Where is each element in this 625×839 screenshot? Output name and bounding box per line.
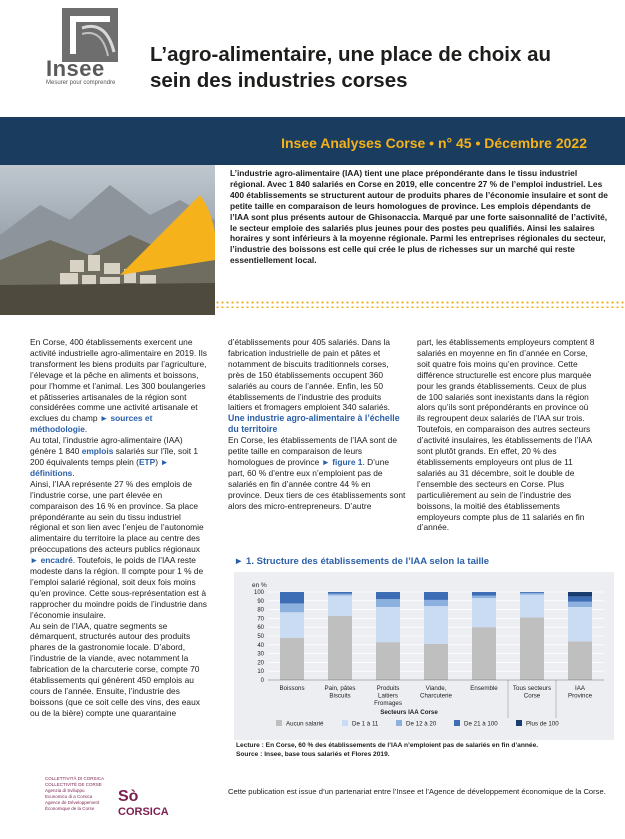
y-tick-label: 50 bbox=[257, 634, 264, 640]
emplois-link[interactable]: emplois bbox=[81, 446, 114, 457]
bar-segment bbox=[328, 594, 352, 596]
legend-title: Secteurs IAA Corse bbox=[380, 709, 438, 716]
bar-segment bbox=[472, 598, 496, 627]
insee-logo-tagline: Mesurer pour comprendre bbox=[46, 80, 116, 86]
bar-segment bbox=[568, 641, 592, 680]
text-column-1 bbox=[30, 337, 208, 719]
bar-segment bbox=[424, 600, 448, 606]
series-band bbox=[0, 117, 625, 165]
insee-logo-mark bbox=[62, 8, 118, 62]
y-tick-label: 80 bbox=[257, 607, 264, 614]
logo-swoosh-icon bbox=[62, 8, 118, 62]
bar-segment bbox=[472, 627, 496, 680]
section-heading: Une industrie agro-alimentaire à l’échelle du territoire bbox=[228, 413, 400, 435]
y-tick-label: 60 bbox=[257, 625, 264, 632]
x-tick-label: Tous secteurs Corse bbox=[512, 685, 552, 700]
y-tick-label: 0 bbox=[260, 678, 264, 684]
collectivite-corse-logo: COLLETTIVITÀ DI CORSICA COLLECTIVITÉ DE CORSE Agenzia di Sviluppu Ecunomicu di a Corsica Agence de Développement Économique de la Corse bbox=[45, 776, 105, 811]
bar-segment bbox=[424, 592, 448, 600]
legend-swatch bbox=[454, 720, 460, 726]
chart-title: ► 1. Structure des établissements de l’IAA selon la taille bbox=[234, 556, 490, 567]
bar-segment bbox=[328, 616, 352, 680]
paragraph: En Corse, 400 établissements exercent une activité industrielle agro-alimentaire en 2019. Ils transforment les biens produits par l’agriculture, l’élevage et la pêche en aliments et boissons, pour l’homme et l’animal. Les 300 boulangeries et pâtisseries artisanales de la région sont considérées comme une activité artisanale et exclues du champ ► sources et méthodologie. bbox=[30, 337, 207, 435]
bar-segment bbox=[520, 593, 544, 595]
dotted-separator bbox=[215, 300, 625, 308]
bar-segment bbox=[280, 603, 304, 612]
text-column-2 bbox=[228, 337, 406, 512]
encadre-link[interactable]: ► encadré bbox=[30, 555, 73, 566]
bar-segment bbox=[376, 592, 400, 599]
bar-segment bbox=[376, 642, 400, 680]
bar-segment bbox=[376, 607, 400, 642]
paragraph: d’établissements pour 405 salariés. Dans la fabrication industrielle de pain et pâtes et notamment de biscuits traditionnels corses, près de 150 établissements occupent 360 salariés au cours de l’année. Enfin, les 50 établissements de l’industrie des produits laitiers et fromagers emploient 340 salariés. bbox=[228, 337, 391, 413]
y-tick-label: 30 bbox=[257, 651, 264, 658]
definitions-link[interactable]: ► définitions bbox=[30, 456, 169, 478]
bar-segment bbox=[520, 618, 544, 680]
bar-segment bbox=[568, 596, 592, 601]
bar-segment bbox=[568, 602, 592, 607]
bar-segment bbox=[472, 592, 496, 596]
insee-logo-word: Insee bbox=[46, 56, 105, 81]
legend-label: De 1 à 11 bbox=[352, 720, 379, 728]
paragraph: part, les établissements employeurs comptent 8 salariés en moyenne en fin d’année en Corse, soit quatre fois moins qu’en province. Cette différence structurelle est encore plus marquée pour les grands établissements. Ceux de plus de 100 salariés sont inexistants dans la région alors qu’ils sont prépondérants en province où ils regroupent deux salariés de l’IAA sur trois. Toutefois, en comparaison des autres secteurs d’activité insulaires, les établissements de l’IAA sont plutôt grands. En effet, 20 % des établissements employeurs ont plus de 11 salariés au 31 décembre, soit le double de l’ensemble des secteurs en Corse. Plus particulièrement au sein de l’industrie des boissons, la moitié des établissements employeurs compte plus de 11 salariés en fin d’année. bbox=[417, 337, 595, 533]
y-tick-label: 70 bbox=[257, 616, 264, 623]
figure1-link[interactable]: ► figure 1 bbox=[321, 457, 363, 468]
x-tick-label: Ensemble bbox=[470, 685, 498, 692]
bar-segment bbox=[376, 599, 400, 607]
village-photo bbox=[0, 165, 215, 315]
bar-segment bbox=[568, 592, 592, 596]
bar-segment bbox=[424, 606, 448, 644]
paragraph: Au total, l’industrie agro-alimentaire (IAA) génère 1 840 emplois salariés sur l’île, soit 1 200 équivalents temps plein (ETP) ► définitions. bbox=[30, 435, 199, 478]
etp-link[interactable]: ETP bbox=[138, 456, 156, 467]
x-tick-label: IAA Province bbox=[567, 685, 593, 700]
legend-label: De 21 à 100 bbox=[464, 720, 498, 728]
legend-swatch bbox=[276, 720, 282, 726]
chart-note bbox=[236, 742, 616, 759]
y-tick-label: 100 bbox=[253, 590, 264, 596]
paragraph: Au sein de l’IAA, quatre segments se démarquent, structurés autour des produits phares de la gastronomie locale. D’abord, l’industrie de la viande, avec notamment la fabrication de la charcuterie corse, compte 70 établissements qui génèrent 450 emplois au cours de l’année. Ensuite, l’industrie des boissons (que ce soit celle des vins, des eaux ou de la bière) compte une quarantaine bbox=[30, 620, 200, 718]
x-tick-label: Boissons bbox=[279, 685, 305, 692]
y-tick-label: 10 bbox=[257, 669, 264, 676]
abstract-text: L’industrie agro-alimentaire (IAA) tient une place prépondérante dans le tissu industriel régional. Avec 1 840 salariés en Corse en 2019, elle concentre 27 % de l’emploi industriel. Les 400 établissements se structurent autour de produits phares de l’économie insulaire et sont de petite taille en comparaison de leurs homologues de province. Les emplois dépendants de l’IAA sont plus présents autour de Ghisonaccia. Marqué par une forte saisonnalité de l’activité, le secteur emploie des salariés plus jeunes pour des postes peu qualifiés. Ainsi les salaires horaires y sont inférieurs à la moyenne régionale. Parmi les entreprises régionales du secteur, l’industrie des boissons est celle qui crée le plus de richesses sur un marché qui reste essentiellement local. bbox=[230, 168, 608, 266]
x-tick-label: Pain, pâtes Biscuits bbox=[324, 685, 356, 700]
legend-label: De 12 à 20 bbox=[406, 720, 437, 728]
y-axis-label: en % bbox=[252, 582, 267, 589]
bar-chart bbox=[234, 572, 614, 740]
bar-segment bbox=[424, 644, 448, 680]
x-tick-label: Produits Laitiers Fromages bbox=[374, 685, 402, 707]
bar-segment bbox=[520, 595, 544, 618]
text-column-3 bbox=[417, 337, 595, 533]
series-label: Insee Analyses Corse • n° 45 • Décembre 2022 bbox=[281, 135, 587, 151]
bar-segment bbox=[472, 596, 496, 599]
legend-swatch bbox=[342, 720, 348, 726]
legend-label: Aucun salarié bbox=[286, 720, 324, 728]
y-tick-label: 40 bbox=[257, 642, 264, 649]
bar-segment bbox=[280, 612, 304, 638]
bar-segment bbox=[568, 607, 592, 641]
x-tick-label: Viande, Charcuterie bbox=[420, 685, 452, 700]
source-note: Source : Insee, base tous salariés et Flores 2019. bbox=[236, 750, 390, 758]
bar-segment bbox=[280, 592, 304, 603]
sources-link[interactable]: ► sources et méthodologie bbox=[30, 413, 153, 435]
y-tick-label: 20 bbox=[257, 660, 264, 667]
reading-note: Lecture : En Corse, 60 % des établissements de l’IAA n’emploient pas de salariés en fin d’année. bbox=[236, 742, 539, 749]
legend-label: Plus de 100 bbox=[526, 720, 559, 728]
bar-segment bbox=[328, 592, 352, 594]
mountain-village-illustration bbox=[0, 165, 215, 315]
partner-statement: Cette publication est issue d’un partenariat entre l’Insee et l’Agence de développement économique de la Corse. bbox=[228, 787, 606, 796]
legend-swatch bbox=[396, 720, 402, 726]
paragraph: En Corse, les établissements de l’IAA sont de petite taille en comparaison de leurs homologues de province ► figure 1. D’une part, 60 % d’entre eux n’emploient pas de salariés en fin d’année contre 44 % en province. Deux tiers de ces établissements sont alors des micro-entrepreneurs. D’autre bbox=[228, 435, 406, 511]
legend-swatch bbox=[516, 720, 522, 726]
bar-segment bbox=[280, 638, 304, 680]
so-corsica-logo: Sò CORSICA bbox=[118, 788, 169, 818]
y-tick-label: 90 bbox=[257, 598, 264, 605]
page-title: L’agro-alimentaire, une place de choix au sein des industries corses bbox=[150, 43, 552, 92]
bar-segment bbox=[328, 596, 352, 616]
bar-segment bbox=[520, 592, 544, 593]
paragraph: Ainsi, l’IAA représente 27 % des emplois de l’industrie corse, une part élevée en comparaison des 16 % en province. Sa place prépondérante au sein du tissu industriel régional et son lien avec l’enjeu de l’autonomie alimentaire du territoire la place au centre des préoccupations des acteurs publics régionaux ► encadré. Toutefois, le poids de l’IAA reste modeste dans la région. Il compte pour 1 % de l’emploi salarié régional, soit deux fois moins qu’en province. Cette sous-représentation est à rapprocher du moindre poids de l’industrie dans l’économie insulaire. bbox=[30, 478, 207, 620]
